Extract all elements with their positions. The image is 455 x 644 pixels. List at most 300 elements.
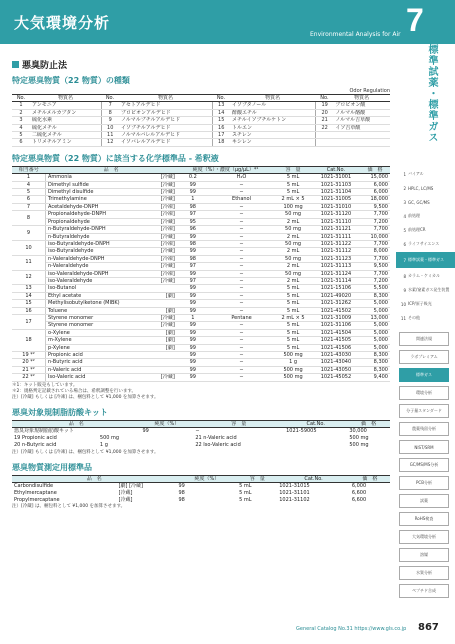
odor-std-note: 注）[冷蔵] は、梱包料として ¥1,000 を加算させます。 — [12, 504, 126, 510]
volume: 2 mL — [274, 263, 312, 270]
sidebar-link[interactable]: 環境分析 — [399, 386, 449, 400]
table-row — [12, 255, 390, 262]
solvent: − — [209, 352, 274, 359]
sidebar-item-10[interactable] — [396, 298, 455, 310]
undefined — [141, 435, 194, 442]
storage-tag: [冷蔵] — [152, 181, 177, 188]
product-name: Trimethylamine — [46, 196, 152, 203]
table-row — [12, 482, 390, 489]
product-name: Iso-Valeric acid — [46, 374, 152, 381]
main-content — [12, 58, 390, 510]
price: 7,700 — [360, 240, 390, 247]
substance-number: 18 — [212, 139, 230, 146]
table-row — [12, 374, 390, 381]
price: 7,700 — [360, 255, 390, 262]
group-number: 17 — [12, 314, 46, 329]
purity: 95 — [177, 218, 209, 225]
volume: 50 mg — [274, 240, 312, 247]
sidebar-link[interactable]: 分子量スタンダード — [399, 404, 449, 418]
undefined — [141, 442, 194, 449]
volume: 5 mL — [274, 337, 312, 344]
column-header: 容 量 — [193, 420, 284, 427]
product-name: m-Xylene — [46, 337, 152, 344]
solvent: − — [209, 300, 274, 307]
table-row — [12, 139, 390, 146]
catalog-number: 1021-31124 — [312, 270, 360, 277]
storage-tag: [冷凍] — [152, 226, 177, 233]
substance-number: 1 — [12, 102, 30, 109]
table-row — [12, 124, 390, 131]
substance-number: 19 — [315, 102, 333, 109]
storage-tag: [劇] — [152, 344, 177, 351]
substance-name: アセトアルデヒド — [119, 102, 212, 109]
price: 10,000 — [360, 233, 390, 240]
product-name: Ethylmercaptane — [14, 489, 57, 496]
sidebar-item-label: ICP/原子吸光 — [408, 301, 432, 306]
column-header: 価 格 — [360, 166, 390, 173]
sidebar-item-6[interactable] — [396, 238, 455, 250]
purity: 1 — [177, 314, 209, 321]
sidebar-item-4[interactable] — [396, 210, 455, 222]
sidebar-item-2[interactable] — [396, 182, 455, 194]
group-number: 10 — [12, 240, 46, 255]
substance-name: ノルマル吉草酸 — [333, 117, 390, 124]
volume: 2 mL × 5 — [274, 314, 312, 321]
purity: 99 — [177, 285, 209, 292]
storage-tag — [152, 352, 177, 359]
price: 13,000 — [360, 314, 390, 321]
sidebar-link[interactable]: 溶媒 — [399, 548, 449, 562]
table-row — [12, 233, 390, 240]
column-header: No. — [101, 95, 119, 102]
sidebar-link[interactable]: PCB分析 — [399, 476, 449, 490]
product-name: n-Valeraldehyde — [46, 263, 152, 270]
price: 8,300 — [360, 359, 390, 366]
substance-name: イソブタノール — [230, 102, 315, 109]
volume: 500 mg — [274, 352, 312, 359]
page-number: 867 — [418, 622, 439, 633]
product-name: Carbondisulfide — [14, 482, 54, 489]
substance-number: 16 — [212, 124, 230, 131]
catalog-number: 1021-31120 — [312, 211, 360, 218]
kit-content-row — [12, 442, 390, 449]
volume: 5 mL — [274, 329, 312, 336]
volume: 5 mL — [274, 189, 312, 196]
volume: 5 mL — [274, 300, 312, 307]
storage-tag: [冷蔵] — [152, 189, 177, 196]
purity: 99 — [177, 270, 209, 277]
sidebar-item-11[interactable] — [396, 312, 455, 324]
solvent: − — [209, 359, 274, 366]
solvent: − — [209, 181, 274, 188]
substance-name: 硫化水素 — [30, 117, 101, 124]
storage-tag: [冷凍] — [152, 211, 177, 218]
volume: − — [195, 428, 200, 435]
table-row — [12, 337, 390, 344]
column-header: 品 名 — [12, 475, 177, 482]
catalog-number: 1021-43050 — [312, 366, 360, 373]
storage-tag — [152, 300, 177, 307]
catalog-number: 1021-31001 — [312, 174, 360, 181]
catalog-number: 1021-31111 — [312, 233, 360, 240]
volume: 2 mL — [274, 218, 312, 225]
storage-tag: [冷凍] — [152, 255, 177, 262]
purity: 1 — [177, 196, 209, 203]
storage-tag: [劇] — [152, 307, 177, 314]
volume: 2 mL — [274, 233, 312, 240]
solvent: − — [209, 189, 274, 196]
solvent: − — [209, 344, 274, 351]
sidebar-link[interactable]: 試薬 — [399, 494, 449, 508]
price: 5,500 — [360, 285, 390, 292]
product-name: Propionaldehyde-DNPH — [46, 211, 152, 218]
price: 6,600 — [351, 489, 367, 496]
substance-name: 酢酸エチル — [230, 109, 315, 116]
purity: 99 — [177, 233, 209, 240]
product-name: n-Butyric acid — [46, 359, 152, 366]
standards-title: 特定悪臭物質（22 物質）に該当する化学標準品 - 希釈液 — [12, 153, 219, 163]
product-name: n-Valeraldehyde-DNPH — [46, 255, 152, 262]
group-number: 11 — [12, 255, 46, 270]
storage-tag: [劇] — [152, 292, 177, 299]
solvent: − — [209, 285, 274, 292]
solvent: − — [209, 203, 274, 210]
column-header: 物質名 — [230, 95, 315, 102]
sidebar-item-3[interactable] — [396, 196, 455, 208]
purity: 98 — [178, 489, 185, 496]
substance-name: スチレン — [230, 132, 315, 139]
odor-std-title: 悪臭物質測定用標準品 — [12, 462, 92, 472]
catalog-number: 1021-31009 — [312, 314, 360, 321]
group-number: 14 — [12, 292, 46, 299]
odor-table — [12, 94, 390, 147]
table-row — [12, 211, 390, 218]
purity: 98 — [177, 240, 209, 247]
purity: 99 — [177, 292, 209, 299]
volume: 50 mg — [274, 270, 312, 277]
substance-number: 21 — [315, 117, 333, 124]
volume: 5 mL — [274, 174, 312, 181]
group-number: 9 — [12, 226, 46, 241]
product-name: p-Xylene — [46, 344, 152, 351]
kit-content-row — [12, 435, 390, 442]
table-row — [12, 117, 390, 124]
column-header: 価 格 — [350, 475, 390, 482]
sidebar-item-5[interactable] — [396, 224, 455, 236]
product-name: Ammonia — [46, 174, 152, 181]
table-row — [12, 329, 390, 336]
table-row — [12, 496, 390, 503]
price: 15,000 — [360, 174, 390, 181]
table-row — [12, 352, 390, 359]
table-row — [12, 285, 390, 292]
volume: 2 mL — [274, 248, 312, 255]
table-row — [12, 226, 390, 233]
section-marker-icon — [12, 61, 19, 68]
group-number: 16 — [12, 307, 46, 314]
table-row — [12, 181, 390, 188]
purity: 99 — [177, 366, 209, 373]
table-row — [12, 263, 390, 270]
kit-item-amount: 500 mg — [99, 434, 120, 441]
sidebar-item-number: 3 — [403, 199, 406, 205]
sidebar-link[interactable]: RoHS検査 — [399, 512, 449, 526]
group-number: 5 — [12, 189, 46, 196]
catalog-number: 1021-31123 — [312, 255, 360, 262]
sidebar-item-label: バイアル — [408, 171, 424, 176]
sidebar-item-label: 標準試薬・標準ガス — [408, 257, 444, 262]
column-header: 物質名 — [119, 95, 212, 102]
catalog-number: 1021-31114 — [312, 277, 360, 284]
substance-number: 17 — [212, 132, 230, 139]
price: 8,300 — [360, 292, 390, 299]
column-header: 価 格 — [347, 420, 390, 427]
product-name: Ethyl acetate — [46, 292, 152, 299]
storage-tag: [冷蔵] — [152, 277, 177, 284]
sidebar-item-number: 7 — [403, 257, 406, 263]
purity: 99 — [177, 248, 209, 255]
table-row — [12, 344, 390, 351]
substance-number: 4 — [12, 124, 30, 131]
page-title: 大気環境分析 — [14, 14, 111, 32]
purity: 99 — [177, 307, 209, 314]
catalog-number: 1021-31102 — [279, 496, 310, 503]
solvent: − — [209, 374, 274, 381]
solvent: − — [209, 366, 274, 373]
storage-tag: [劇] — [152, 337, 177, 344]
storage-tag: [冷蔵] — [152, 248, 177, 255]
price: 5,000 — [360, 344, 390, 351]
substance-name — [333, 139, 390, 146]
footer-text: General Catalog No.31 https://www.gls.co.jp — [296, 626, 407, 632]
storage-tag: [冷蔵] — [118, 489, 133, 496]
table-row — [12, 203, 390, 210]
solvent: − — [209, 277, 274, 284]
price: 9,500 — [360, 203, 390, 210]
storage-tag: [冷蔵] — [152, 314, 177, 321]
volume: 5 mL — [274, 322, 312, 329]
catalog-number: 1021-41505 — [312, 337, 360, 344]
catalog-number: 1021-41502 — [312, 307, 360, 314]
solvent: − — [209, 218, 274, 225]
volume: 5 mL — [274, 285, 312, 292]
sidebar-item-label: HPLC, LC/MS — [408, 185, 434, 191]
catalog-number: 1021-31112 — [312, 248, 360, 255]
sidebar-link[interactable]: 水質分析 — [399, 566, 449, 580]
price: 9,400 — [360, 374, 390, 381]
catalog-number: 1021-45052 — [312, 374, 360, 381]
solvent: − — [209, 270, 274, 277]
substance-number: 10 — [101, 124, 119, 131]
substance-number: 15 — [212, 117, 230, 124]
storage-tag: [劇] — [152, 329, 177, 336]
solvent: Ethanol — [209, 196, 274, 203]
storage-tag: [冷蔵] — [152, 196, 177, 203]
price: 7,700 — [360, 211, 390, 218]
price: 6,000 — [360, 181, 390, 188]
catalog-number: 1021-31122 — [312, 240, 360, 247]
product-name: n-Valeric acid — [46, 366, 152, 373]
price: 6,000 — [360, 189, 390, 196]
substance-name: ノルマルブチルアルデヒド — [119, 117, 212, 124]
sidebar-item-number: 5 — [403, 227, 406, 233]
catalog-number: 1021-31005 — [312, 196, 360, 203]
solvent: − — [209, 255, 274, 262]
volume: 50 mg — [274, 226, 312, 233]
product-name: n-Butyraldehyde-DNPH — [46, 226, 152, 233]
sidebar-item-label: 前処理 — [408, 213, 420, 218]
group-number: 4 — [12, 181, 46, 188]
substance-name: イソバレルアルデヒド — [119, 139, 212, 146]
catalog-number: 1021-31106 — [312, 322, 360, 329]
price: 5,000 — [360, 322, 390, 329]
solvent: − — [209, 240, 274, 247]
storage-tag: [冷凍] — [152, 270, 177, 277]
kit-item-amount: 500 mg — [349, 441, 369, 448]
table-row — [12, 307, 390, 314]
undefined — [284, 442, 347, 449]
solvent: − — [209, 292, 274, 299]
sidebar-link[interactable]: 関連法規 — [399, 332, 449, 346]
catalog-number: 1021-59005 — [286, 428, 317, 435]
column-header: 容 量 — [274, 166, 312, 173]
storage-tag — [152, 285, 177, 292]
kit-item: 22 Iso-Valeric acid — [195, 441, 241, 448]
sidebar-link[interactable]: 大気環境分析 — [399, 530, 449, 544]
purity: 97 — [177, 277, 209, 284]
price: 8,000 — [360, 248, 390, 255]
table-row — [12, 277, 390, 284]
product-name: iso-Valeraldehyde-DNPH — [46, 270, 152, 277]
price: 6,600 — [351, 496, 367, 503]
purity: 99 — [177, 374, 209, 381]
table-row — [12, 132, 390, 139]
volume: 50 mg — [274, 211, 312, 218]
product-name: Dimethyl disulfide — [46, 189, 152, 196]
substance-number — [315, 132, 333, 139]
section-heading: 悪臭防止法 — [12, 58, 390, 71]
product-name: Acetaldehyde-DNPH — [46, 203, 152, 210]
kit-item-amount: 1 g — [99, 441, 108, 448]
sidebar-link[interactable]: NIST/SRM — [399, 440, 449, 454]
kit-title: 悪臭対象規制脂肪酸キット — [12, 407, 108, 417]
sidebar-item-1[interactable] — [396, 168, 455, 180]
volume: 5 mL — [274, 181, 312, 188]
product-name: o-Xylene — [46, 329, 152, 336]
storage-tag: [冷凍] — [152, 203, 177, 210]
purity: 99 — [177, 359, 209, 366]
table-row — [12, 300, 390, 307]
catalog-number: 1021-43040 — [312, 359, 360, 366]
solvent: − — [209, 233, 274, 240]
substance-name — [333, 132, 390, 139]
column-header: Cat.No. — [284, 420, 347, 427]
sidebar-link[interactable]: 農薬残留分析 — [399, 422, 449, 436]
substance-name: イソブチルアルデヒド — [119, 124, 212, 131]
substance-name: ノルマルバレルアルデヒド — [119, 132, 212, 139]
table-row — [12, 102, 390, 109]
purity: 99 — [177, 181, 209, 188]
sidebar-item-number: 6 — [403, 241, 406, 247]
sidebar-link[interactable]: GC/MS/MS分析 — [399, 458, 449, 472]
storage-tag: [冷蔵] — [118, 496, 133, 503]
column-header: 容 量 — [237, 475, 277, 482]
table-row — [12, 218, 390, 225]
column-header: Cat.No. — [312, 166, 360, 173]
purity: 99 — [177, 344, 209, 351]
table-row — [12, 270, 390, 277]
catalog-number: 1021-31103 — [312, 181, 360, 188]
column-header: No. — [12, 95, 30, 102]
substance-number: 14 — [212, 109, 230, 116]
sidebar-link[interactable]: ラボプレミアム — [399, 350, 449, 364]
table-row — [12, 359, 390, 366]
group-number: 7 — [12, 203, 46, 210]
column-header: 純度（%）・濃度（μg/μL）*¹ — [177, 166, 274, 173]
sidebar-item-number: 4 — [403, 213, 406, 219]
group-number: 6 — [12, 196, 46, 203]
purity: 97 — [177, 211, 209, 218]
kit-item: 19 Propionic acid — [14, 434, 57, 441]
purity: 99 — [177, 189, 209, 196]
odor-title: 特定悪臭物質（22 物質）の種類 — [12, 76, 130, 85]
sidebar-item-7[interactable] — [396, 252, 455, 268]
column-header: No. — [212, 95, 230, 102]
storage-tag: [劇] [冷蔵] — [118, 482, 144, 489]
substance-name: メチルメルカプタン — [30, 109, 101, 116]
volume: 5 mL — [239, 489, 252, 496]
sidebar-item-label: その他 — [408, 315, 420, 320]
storage-tag — [152, 359, 177, 366]
group-number: 22 *² — [12, 374, 46, 381]
catalog-number: 1021-41506 — [312, 344, 360, 351]
purity: 97 — [177, 263, 209, 270]
substance-name: 硫化メチル — [30, 124, 101, 131]
substance-number: 6 — [12, 139, 30, 146]
table-row — [12, 109, 390, 116]
group-number: 18 — [12, 329, 46, 351]
sidebar-link[interactable]: 標準ガス — [399, 368, 449, 382]
sidebar-link[interactable]: ペプチド合成 — [399, 584, 449, 598]
substance-number: 22 — [315, 124, 333, 131]
storage-tag: [冷蔵] — [152, 233, 177, 240]
product-name: Propionic acid — [46, 352, 152, 359]
substance-number: 3 — [12, 117, 30, 124]
sidebar-item-label: 水素/窒素ガス発生装置 — [408, 287, 450, 292]
substance-number: 13 — [212, 102, 230, 109]
sidebar-item-8[interactable] — [396, 270, 455, 282]
substance-number: 11 — [101, 132, 119, 139]
substance-number: 5 — [12, 132, 30, 139]
solvent: − — [209, 211, 274, 218]
solvent: − — [209, 248, 274, 255]
price: 7,700 — [360, 270, 390, 277]
sidebar-item-9[interactable] — [396, 284, 455, 296]
product-name: Toluene — [46, 307, 152, 314]
purity: 98 — [177, 255, 209, 262]
price: 9,500 — [360, 263, 390, 270]
storage-tag: [冷凍] — [152, 240, 177, 247]
table-row — [12, 314, 390, 321]
substance-number: 12 — [101, 139, 119, 146]
price: 8,300 — [360, 366, 390, 373]
sidebar-item-number: 2 — [403, 185, 406, 191]
storage-tag: [冷蔵] — [152, 374, 177, 381]
table-row — [12, 489, 390, 496]
odor-std-table — [12, 475, 390, 504]
storage-tag: [冷蔵] — [152, 263, 177, 270]
substance-number: 2 — [12, 109, 30, 116]
